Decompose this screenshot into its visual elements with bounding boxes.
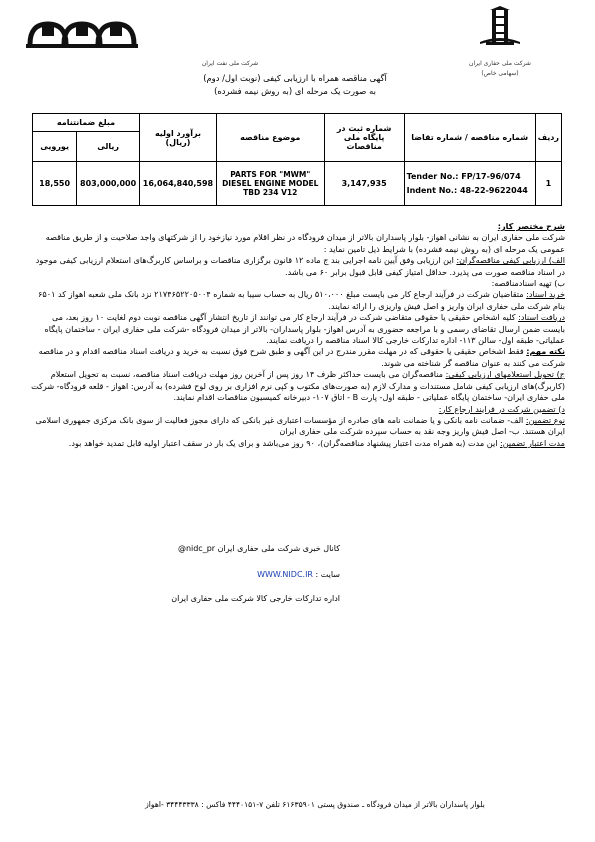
label-a: الف) ارزیابی کیفی مناقصه‌گران: [456, 255, 565, 266]
indent-number: Indent No.: 48-22-9622044 [406, 185, 528, 195]
text-b1: متقاضیان شرکت در فرآیند ارجاع کار می بایست مبلغ ۵۱۰،۰۰۰ ریال به حساب سیبا به شماره ۲۱۷۴۶۵۲۲۰۵۰۰۴ نزد بانک ملی شعبه اهواز کد ۶۵۰۱ بنام شرکت ملی حفاری ایران واریز و اصل فیش واریزی را ارائه نمایند. [38, 289, 565, 311]
label-c: ج) تحویل استعلامهای ارزیابی کیفی: [445, 369, 565, 380]
paragraph-b2 [30, 312, 565, 346]
text-b2: کلیه اشخاص حقیقی یا حقوقی متقاضی شرکت در فرآیند ارجاع کار می توانند از تاریخ انتشار آگهی مناقصه نوبت دوم لغایت ۱۰ روز بعد، می بایست ضمن ارسال تقاضای رسمی و با مراجعه حضوری به آدرس اهواز- بلوار پاسداران- بالاتر از میدان فرودگاه -شرکت ملی حفاری ایران - ساختمان پایگاه عملیاتی- طبقه اول- سالن ۱۱۳- اداره تدارکات خارجی کالا اسناد مناقصه را دریافت نمایند. [44, 312, 565, 346]
right-company-name: شرکت ملی حفاری ایران [469, 60, 531, 67]
label-d: د) تضمین شرکت در فرایند ارجاع کار: [438, 403, 565, 414]
cell-euro: 18,550 [33, 162, 77, 206]
text-type: الف- ضمانت نامه بانکی و یا ضمانت نامه های صادره از مؤسسات اعتباری غیر بانکی که دارای مجوز فعالیت از سوی بانک مرکزی جمهوری اسلامی ایران هستند. ب- اصل فیش واریز وجه نقد به حساب سپرده شرکت ملی حفاری ایران [35, 414, 565, 437]
site-line [90, 568, 340, 582]
label-type: نوع تضمین: [525, 414, 565, 425]
table-row [33, 162, 562, 206]
header-rial: ریالی [77, 132, 140, 162]
paragraph-a [30, 255, 565, 278]
label-b2: دریافت اسناد: [518, 312, 565, 323]
channel-line [90, 542, 340, 556]
site-label: سایت : [315, 570, 340, 579]
text-c: مناقصه‌گران می بایست حداکثر ظرف ۱۴ روز پس از آخرین روز مهلت دریافت اسناد مناقصه، نسبت به تحویل استعلام (کاربرگ)های ارزیابی کیفی شامل مستندات و مدارک لازم (به صورت‌های مکتوب و کپی نرم افزاری بر روی لوح فشرده) به آدرس: اهواز - قلعه فرودگاه- شرکت ملی حفاری ایران- ساختمان پایگاه عملیاتی - طبقه اول- پارت B - اتاق ۱۰۷- دبیرخانه کمیسیون مناقصات اقدام نمایند. [31, 369, 565, 403]
cell-tender-no [404, 162, 535, 206]
channel-handle[interactable]: @nidc_pr [177, 544, 216, 553]
header-row-no: ردیف [535, 114, 561, 162]
nidc-logo [440, 6, 560, 64]
cell-row-no: 1 [535, 162, 561, 206]
text-note: فقط اشخاص حقیقی یا حقوقی که در مهلت مقرر مندرج در این آگهی و طبق شرح فوق نسبت به خرید و دریافت اسناد مناقصه اقدام و در مناقصه شرکت می کنند به عنوان مناقصه گر شناخته می شوند. [38, 346, 565, 368]
section-heading: شرح مختصر کار: [497, 221, 565, 231]
label-validity: مدت اعتبار تضمین: [500, 437, 565, 448]
header-euro: یورویی [33, 132, 77, 162]
header-reg-no: شماره ثبت در پایگاه ملی مناقصات [324, 114, 404, 162]
paragraph-note [30, 346, 565, 369]
paragraph-type [30, 415, 565, 438]
nioc-logo [12, 4, 152, 66]
label-note: نکته مهم: [526, 346, 565, 357]
left-company-name: شرکت ملی نفت ایران [201, 60, 259, 67]
cell-reg-no: 3,147,935 [324, 162, 404, 206]
text-validity: این مدت (به همراه مدت اعتبار پیشنهاد مناقصه‌گران)، ۹۰ روز می‌باشد و برای یک بار در سقف اعتبار اولیه قابل تمدید خواهد بود. [68, 437, 498, 448]
department-name: اداره تدارکات خارجی کالا شرکت ملی حفاری ایران [171, 594, 340, 603]
tender-table [32, 113, 562, 206]
body-section [30, 221, 565, 449]
paragraph-b1 [30, 289, 565, 312]
ad-title: آگهی مناقصه همراه با ارزیابی کیفی (نوبت اول/ دوم) [203, 73, 387, 83]
header-tender-no: شماره مناقصه / شماره تقاضا [404, 114, 535, 162]
postal-address: بلوار پاسداران بالاتر از میدان فرودگاه ـ صندوق پستی ۶۱۶۳۵۹۰۱ تلفن ۷-۴۴۴۰۱۵۱ فاکس : ۳۴۴۴۳۳۳۸ -اهواز [145, 800, 485, 809]
paragraph-c [30, 369, 565, 403]
text-a: این ارزیابی وفق آیین نامه اجرایی بند ج ماده ۱۲ قانون برگزاری مناقصات و براساس کاربرگ‌های استعلام ارزیابی کیفی موجود در اسناد مناقصه صورت می پذیرد. حداقل امتیاز کیفی قابل قبول برابر ۶۰ می باشد. [35, 255, 565, 277]
label-b1: خرید اسناد: [526, 289, 565, 300]
channel-label: کانال خبری شرکت ملی حفاری ایران [217, 544, 340, 553]
label-b: ب) تهیه اسنادمناقصه: [491, 278, 565, 289]
cell-rial: 803,000,000 [77, 162, 140, 206]
cell-subject: PARTS FOR "MWM" DIESEL ENGINE MODEL TBD 234 V12 [216, 162, 324, 206]
header-subject: موضوع مناقصه [216, 114, 324, 162]
right-company-type: (سهامی خاص) [481, 70, 519, 77]
ad-subtitle: به صورت یک مرحله ای (به روش نیمه فشرده) [214, 86, 376, 96]
header-guarantee: مبلغ ضمانتنامه [33, 114, 140, 132]
tender-number: Tender No.: FP/17-96/074 [406, 171, 521, 181]
paragraph-validity [30, 438, 565, 449]
site-link[interactable]: WWW.NIDC.IR [257, 570, 313, 579]
header-estimate: برآورد اولیه (ریال) [140, 114, 217, 162]
cell-estimate: 16,064,840,598 [140, 162, 217, 206]
intro-paragraph: شرکت ملی حفاری ایران به نشانی اهواز- بلوار پاسداران بالاتر از میدان فرودگاه در نظر اقلام مورد نیازخود را از شرکتهای واجد صلاحیت و از طریق مناقصه عمومی یک مرحله ای (به روش نیمه فشرده) با شرایط ذیل تامین نماید : [45, 232, 565, 254]
